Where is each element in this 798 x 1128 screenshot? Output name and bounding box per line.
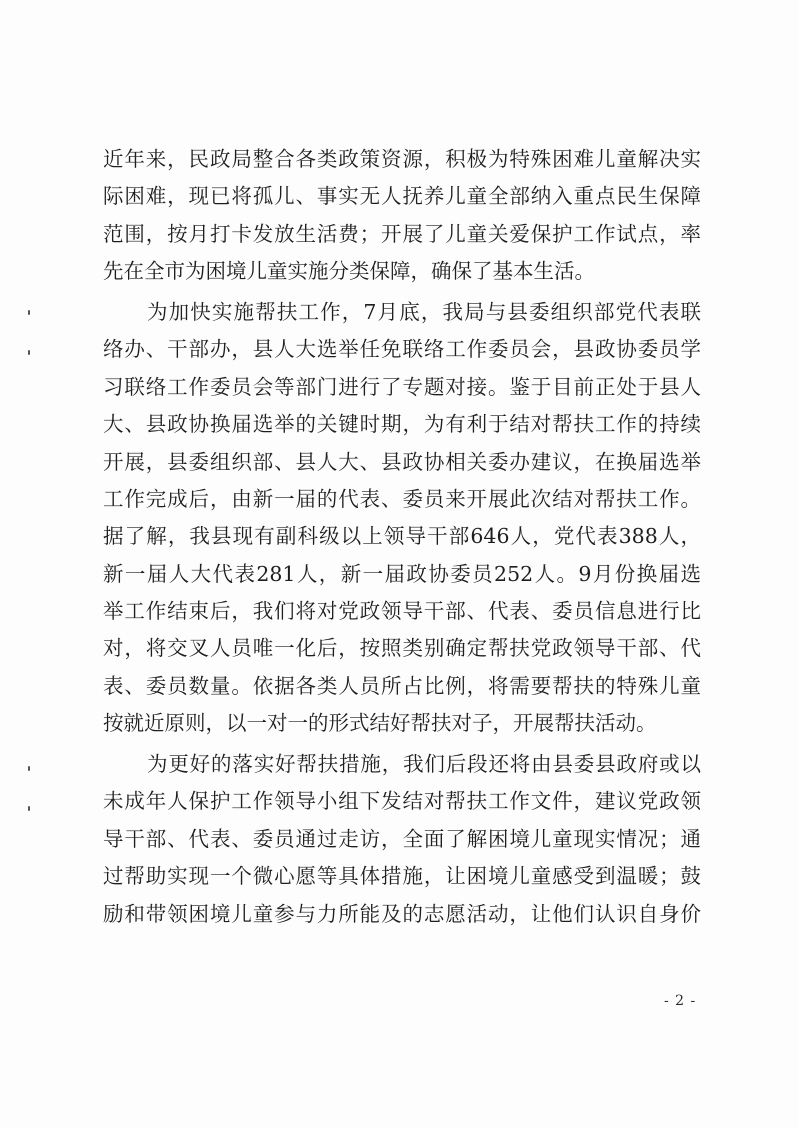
- text-line: 先在全市为困境儿童实施分类保障，确保了基本生活。: [103, 259, 595, 284]
- text-line: 工作完成后，由新一届的代表、委员来开展此次结对帮扶工作。: [103, 486, 701, 511]
- scan-mark: [28, 806, 30, 811]
- text-line: 为更好的落实好帮扶措施，我们后段还将由县委县政府或以: [147, 752, 701, 777]
- text-line: 开展，县委组织部、县人大、县政协相关委办建议，在换届选举: [103, 449, 701, 474]
- text-line: 过帮助实现一个微心愿等具体措施，让困境儿童感受到温暖；鼓: [103, 864, 701, 889]
- text-line: 范围，按月打卡发放生活费；开展了儿童关爱保护工作试点，率: [103, 221, 701, 246]
- text-line: 际困难，现已将孤儿、事实无人抚养儿童全部纳入重点民生保障: [103, 184, 701, 209]
- text-line: 新一届人大代表281人，新一届政协委员252人。9月份换届选: [103, 561, 701, 586]
- text-line: 大、县政协换届选举的关键时期，为有利于结对帮扶工作的持续: [103, 412, 701, 437]
- text-line: 近年来，民政局整合各类政策资源，积极为特殊困难儿童解决实: [103, 147, 701, 171]
- paragraph-1: [103, 141, 701, 291]
- text-line: 表、委员数量。依据各类人员所占比例，将需要帮扶的特殊儿童: [103, 673, 701, 698]
- text-line: 对，将交叉人员唯一化后，按照类别确定帮扶党政领导干部、代: [103, 636, 701, 661]
- text-line: 导干部、代表、委员通过走访，全面了解困境儿童现实情况；通: [103, 826, 701, 851]
- text-line: 举工作结束后，我们将对党政领导干部、代表、委员信息进行比: [103, 599, 701, 624]
- document-body: [103, 141, 701, 933]
- scan-mark: [28, 766, 30, 771]
- page-number: - 2 -: [664, 993, 697, 1009]
- text-line: 为加快实施帮扶工作，7月底，我局与县委组织部党代表联: [147, 299, 701, 324]
- text-line: 习联络工作委员会等部门进行了专题对接。鉴于目前正处于县人: [103, 374, 701, 399]
- text-line: 按就近原则，以一对一的形式结好帮扶对子，开展帮扶活动。: [103, 711, 657, 736]
- text-line: 未成年人保护工作领导小组下发结对帮扶工作文件，建议党政领: [103, 789, 701, 814]
- paragraph-3: [103, 746, 701, 933]
- text-line: 据了解，我县现有副科级以上领导干部646人，党代表388人，: [103, 524, 701, 549]
- text-line: 络办、干部办，县人大选举任免联络工作委员会，县政协委员学: [103, 337, 701, 362]
- scan-mark: [28, 350, 30, 355]
- paragraph-2: [103, 294, 701, 743]
- scan-mark: [28, 310, 30, 315]
- text-line: 励和带领困境儿童参与力所能及的志愿活动，让他们认识自身价: [103, 901, 701, 926]
